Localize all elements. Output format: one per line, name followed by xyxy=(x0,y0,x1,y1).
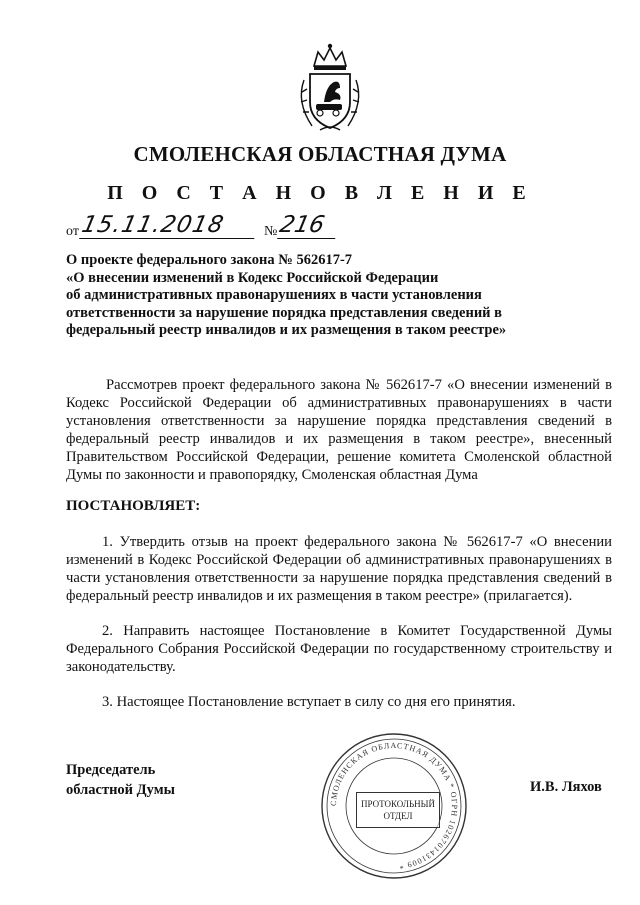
resolution-item: 1. Утвердить отзыв на проект федерального закона № 562617-7 «О внесении изменений в Кодекс Российской Федерации об административных правонарушениях в части установления ответственности за нарушение порядка представления сведений в федеральный реестр инвалидов и их размещения в таком реестре» (прилагается). xyxy=(66,534,612,604)
date-number-line xyxy=(66,212,366,240)
subject-line: ответственности за нарушение порядка представления сведений в xyxy=(66,304,502,321)
signatory-title xyxy=(66,760,175,800)
stamp-inner-line: ОТДЕЛ xyxy=(383,811,413,821)
organization-title: СМОЛЕНСКАЯ ОБЛАСТНАЯ ДУМА xyxy=(133,142,507,166)
signatory-title-line: Председатель xyxy=(66,762,156,778)
subject-line: федеральный реестр инвалидов и их размещения в таком реестре» xyxy=(66,322,507,338)
number-sign: № xyxy=(264,224,278,239)
subject-line: «О внесении изменений в Кодекс Российской Федерации xyxy=(66,269,439,286)
stamp-inner-box xyxy=(356,792,440,828)
subject-line: О проекте федерального закона № 562617-7 xyxy=(66,252,353,268)
resolves-label: ПОСТАНОВЛЯЕТ: xyxy=(66,498,201,514)
signatory-title-line: областной Думы xyxy=(66,782,175,798)
handwritten-number: 216 xyxy=(277,212,341,239)
subject-heading xyxy=(66,252,566,340)
preamble-paragraph: Рассмотрев проект федерального закона № 562617-7 «О внесении изменений в Кодекс Российской Федерации об административных правонарушениях в части установления ответственности за нарушение порядка представления сведений в федеральный реестр инвалидов и их размещения в таком реестре», внесенный Правительством Российской Федерации, решение комитета Смоленской областной Думы по законности и правопорядку, Смоленская областная Дума xyxy=(66,377,612,483)
preamble-block xyxy=(66,376,612,484)
resolution-item: 3. Настоящее Постановление вступает в силу со дня его принятия. xyxy=(102,694,516,710)
resolution-items xyxy=(66,533,612,728)
handwritten-date: 15.11.2018 xyxy=(79,212,260,239)
resolution-item: 2. Направить настоящее Постановление в Комитет Государственной Думы Федерального Собрания Российской Федерации по государственному строительству и законодательству. xyxy=(66,623,612,675)
document-type: П О С Т А Н О В Л Е Н И Е xyxy=(107,182,533,204)
stamp-ring-text: СМОЛЕНСКАЯ ОБЛАСТНАЯ ДУМА * ОГРН 1026701431009 * xyxy=(328,740,460,871)
subject-line: об административных правонарушениях в части установления xyxy=(66,287,482,303)
date-prefix: от xyxy=(66,224,79,239)
signatory-name: И.В. Ляхов xyxy=(530,779,602,795)
stamp-inner-line: ПРОТОКОЛЬНЫЙ xyxy=(361,799,435,809)
coat-of-arms-icon xyxy=(290,40,370,136)
